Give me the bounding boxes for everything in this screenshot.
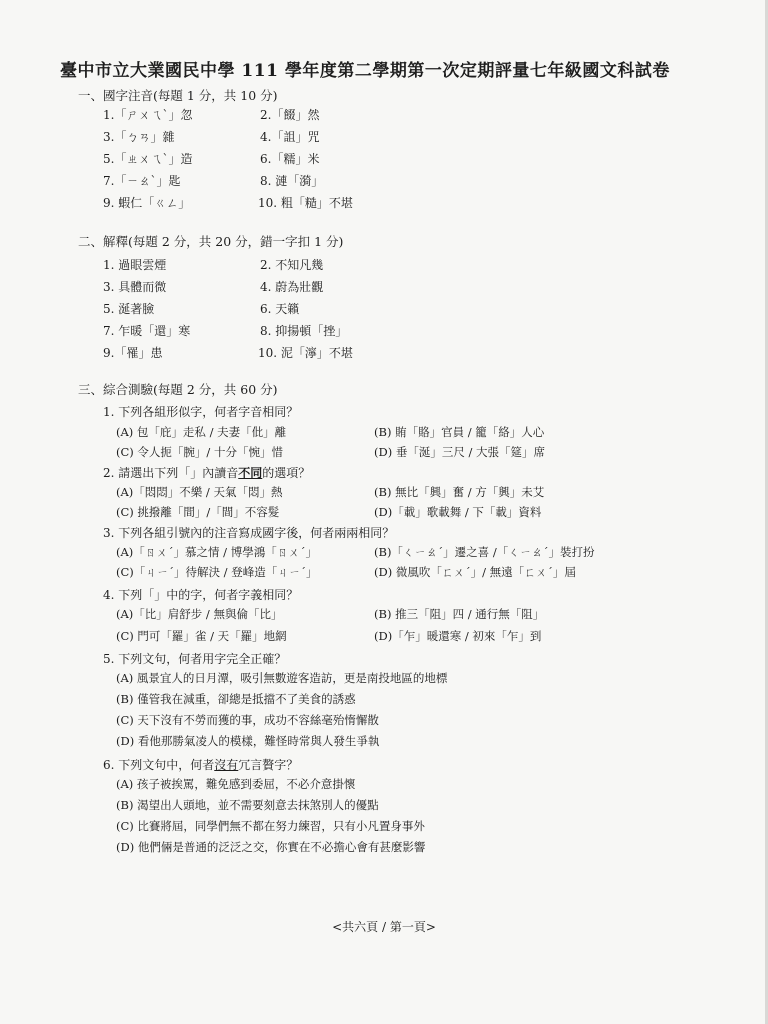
q6-option-d: (D) 他們倆是普通的泛泛之交，你實在不必擔心會有甚麼影響 <box>116 840 426 854</box>
q4-option-a: (A)「比」肩舒步 / 無與倫「比」 <box>116 607 283 621</box>
q4-option-b: (B) 推三「阻」四 / 通行無「阻」 <box>374 607 545 621</box>
exam-title: 臺中市立大業國民中學 111 學年度第二學期第一次定期評量七年級國文科試卷 <box>60 61 670 81</box>
q5-option-d: (D) 看他那勝氣凌人的模樣，難怪時常與人發生爭執 <box>116 734 380 748</box>
q1-stem: 1. 下列各組形似字，何者字音相同？ <box>103 405 299 419</box>
section1-heading: 一、國字注音(每題 1 分，共 10 分) <box>78 88 278 103</box>
q6-stem-suffix: 冗言贅字？ <box>238 758 299 772</box>
s1-item-9: 9. 蝦仁「ㄍㄥ」 <box>103 196 191 210</box>
s1-item-2: 2.「餟」然 <box>260 108 320 122</box>
q3-option-b: (B)「ㄑㄧㄠˊ」遷之喜 /「ㄑㄧㄠˊ」裝打扮 <box>374 545 595 559</box>
s1-item-7: 7.「ㄧㄠˋ」匙 <box>103 174 181 188</box>
s2-item-2: 2. 不知凡幾 <box>260 258 324 272</box>
s1-item-4: 4.「詛」咒 <box>260 130 320 144</box>
s2-item-3: 3. 具體而微 <box>103 280 167 294</box>
s2-item-4: 4. 蔚為壯觀 <box>260 280 324 294</box>
q5-option-a: (A) 風景宜人的日月潭，吸引無數遊客造訪，更是南投地區的地標 <box>116 671 448 685</box>
q6-option-a: (A) 孩子被挨罵，難免感到委屈，不必介意掛懷 <box>116 777 356 791</box>
q1-option-a: (A) 包「庇」走私 / 夫妻「仳」離 <box>116 425 287 439</box>
s2-item-10: 10. 泥「濘」不堪 <box>258 346 353 360</box>
s2-item-9: 9.「罹」患 <box>103 346 163 360</box>
q1-option-d: (D) 垂「涎」三尺 / 大張「筵」席 <box>374 445 546 459</box>
q4-option-d: (D)「乍」暖還寒 / 初來「乍」到 <box>374 629 542 643</box>
section3-heading: 三、綜合測驗(每題 2 分，共 60 分) <box>78 382 278 397</box>
q4-stem: 4. 下列「」中的字，何者字義相同？ <box>103 588 299 602</box>
s2-item-8: 8. 抑揚頓「挫」 <box>260 324 348 338</box>
q6-option-b: (B) 渴望出人頭地，並不需要刻意去抹煞別人的優點 <box>116 798 379 812</box>
q2-stem <box>103 464 310 481</box>
q2-option-a: (A)「悶悶」不樂 / 天氣「悶」熱 <box>116 485 283 499</box>
q6-stem-prefix: 6. 下列文句中，何者 <box>103 758 215 772</box>
q6-stem-emphasis: 沒有 <box>214 758 239 772</box>
q6-option-c: (C) 比賽將屆，同學們無不都在努力練習，只有小凡置身事外 <box>116 819 425 833</box>
s2-item-7: 7. 乍暖「還」寒 <box>103 324 191 338</box>
s2-item-1: 1. 過眼雲煙 <box>103 258 167 272</box>
q3-option-a: (A)「ㄖㄨˊ」慕之情 / 博學鴻「ㄖㄨˊ」 <box>116 545 317 559</box>
s2-item-6: 6. 天籟 <box>260 302 300 316</box>
q2-stem-emphasis: 不同 <box>238 466 263 480</box>
s1-item-6: 6.「糯」米 <box>260 152 320 166</box>
q3-stem: 3. 下列各組引號內的注音寫成國字後，何者兩兩相同？ <box>103 526 395 540</box>
q6-stem <box>103 756 298 773</box>
q5-stem: 5. 下列文句，何者用字完全正確？ <box>103 652 287 666</box>
s1-item-3: 3.「ㄅㄢ」雜 <box>103 130 175 144</box>
q5-option-b: (B) 僅管我在減重，卻總是抵擋不了美食的誘惑 <box>116 692 356 706</box>
q3-option-d: (D) 微風吹「ㄈㄨˊ」/ 無遠「ㄈㄨˊ」屆 <box>374 565 576 579</box>
q2-option-d: (D)「載」歌載舞 / 下「載」資料 <box>374 505 542 519</box>
s1-item-8: 8. 漣「漪」 <box>260 174 324 188</box>
q1-option-c: (C) 令人扼「腕」/ 十分「惋」惜 <box>116 445 283 459</box>
q1-option-b: (B) 賄「賂」官員 / 籠「絡」人心 <box>374 425 545 439</box>
page-footer: <共六頁 / 第一頁> <box>332 920 436 934</box>
q5-option-c: (C) 天下沒有不勞而獲的事，成功不容絲毫殆惰懈散 <box>116 713 379 727</box>
s1-item-10: 10. 粗「糙」不堪 <box>258 196 353 210</box>
s2-item-5: 5. 涎著臉 <box>103 302 155 316</box>
q2-option-c: (C) 挑撥離「間」/「間」不容髮 <box>116 505 280 519</box>
q2-stem-suffix: 的選項？ <box>262 466 311 480</box>
section2-heading: 二、解釋(每題 2 分，共 20 分，錯一字扣 1 分) <box>78 234 344 249</box>
q2-option-b: (B) 無比「興」奮 / 方「興」未艾 <box>374 485 545 499</box>
s1-item-5: 5.「ㄓㄨㄟˋ」造 <box>103 152 193 166</box>
q3-option-c: (C)「ㄐㄧˊ」待解決 / 登峰造「ㄐㄧˊ」 <box>116 565 318 579</box>
q2-stem-prefix: 2. 請選出下列「」內讀音 <box>103 466 239 480</box>
q4-option-c: (C) 門可「羅」雀 / 天「羅」地網 <box>116 629 287 643</box>
s1-item-1: 1.「ㄕㄨㄟˋ」忽 <box>103 108 193 122</box>
